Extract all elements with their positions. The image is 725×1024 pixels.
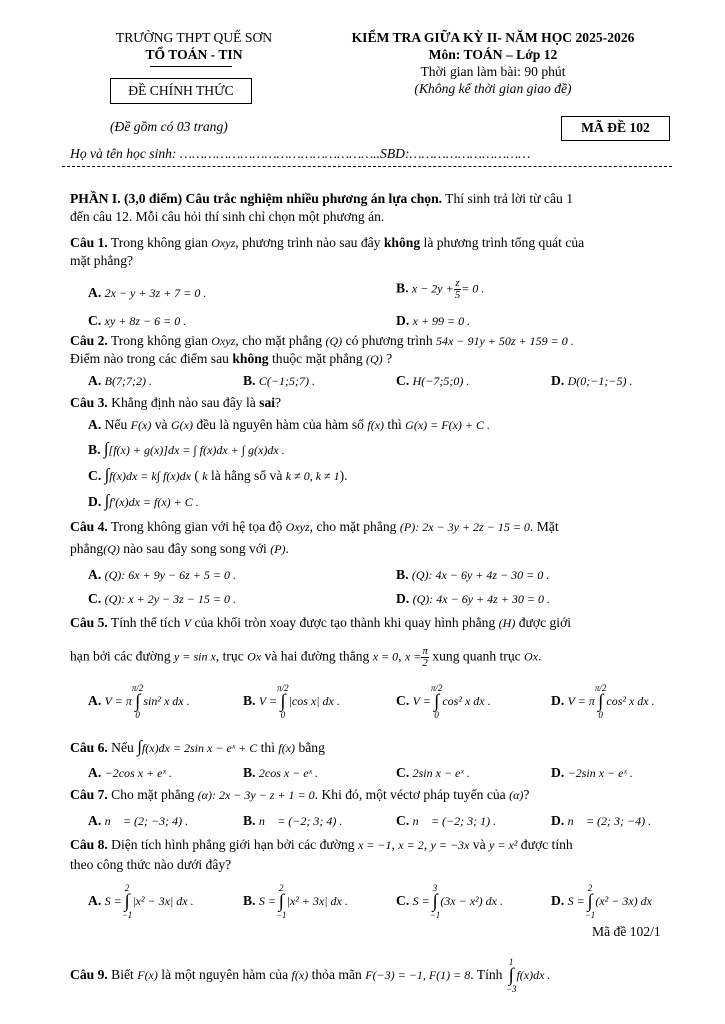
q5-option-b[interactable]: B. V = π/2 ∫ 0 |cos x| dx .	[243, 683, 340, 720]
q3-option-b[interactable]: B. ∫[f(x) + g(x)]dx = ∫ f(x)dx + ∫ g(x)dx .	[88, 439, 285, 458]
q8-option-a[interactable]: A. S = 2 ∫ −1 |x² − 3x| dx .	[88, 883, 194, 920]
q2-option-a[interactable]: A. B(7;7;2) .	[88, 373, 152, 388]
q1-option-c[interactable]: C. xy + 8z − 6 = 0 .	[88, 313, 187, 328]
question-6: Câu 6. Nếu ∫f(x)dx = 2sin x − eˣ + C thì f(x) bằng	[70, 737, 325, 756]
question-8: Câu 8. Diện tích hình phẳng giới hạn bởi các đường x = −1, x = 2, y = −3x và y = x² được tính	[70, 837, 573, 852]
q7-option-a[interactable]: A. n⃗ = (2; −3; 4) .	[88, 813, 189, 828]
q5-option-c[interactable]: C. V = π/2 ∫ 0 cos² x dx .	[396, 683, 491, 720]
page-code: Mã đề 102/1	[592, 924, 661, 939]
q3-option-c[interactable]: C. ∫f(x)dx = k∫ f(x)dx ( k là hằng số và k ≠ 0, k ≠ 1).	[88, 465, 348, 484]
question-4: Câu 4. Trong không gian với hệ tọa độ Oxyz, cho mặt phẳng (P): 2x − 3y + 2z − 15 = 0. Mặt	[70, 519, 559, 534]
department-name: TỔ TOÁN - TIN	[145, 47, 243, 62]
q5-option-a[interactable]: A. V = π π/2 ∫ 0 sin² x dx .	[88, 683, 190, 720]
q7-option-c[interactable]: C. n⃗ = (−2; 3; 1) .	[396, 813, 497, 828]
question-2: Câu 2. Trong không gian Oxyz, cho mặt phẳng (Q) có phương trình 54x − 91y + 50z + 159 = 0 .	[70, 333, 574, 348]
question-8-line2: theo công thức nào dưới đây?	[70, 857, 232, 872]
q7-option-d[interactable]: D. n⃗ = (2; 3; −4) .	[551, 813, 652, 828]
q2-option-d[interactable]: D. D(0;−1;−5) .	[551, 373, 633, 388]
part1-heading-line2: đến câu 12. Mỗi câu hỏi thí sinh chỉ chọn một phương án.	[70, 209, 385, 224]
exam-time: Thời gian làm bài: 90 phút	[420, 64, 566, 79]
student-info-line: Họ và tên học sinh: …………………………………………..SBD:…………………………	[70, 146, 531, 161]
exam-code: MÃ ĐỀ 102	[581, 120, 650, 135]
dashed-divider	[62, 166, 672, 167]
q1-option-d[interactable]: D. x + 99 = 0 .	[396, 313, 471, 328]
question-7: Câu 7. Cho mặt phẳng (α): 2x − 3y − z + 1 = 0. Khi đó, một véctơ pháp tuyến của (α)?	[70, 787, 530, 802]
q6-option-d[interactable]: D. −2sin x − eˣ .	[551, 765, 633, 780]
q2-option-c[interactable]: C. H(−7;5;0) .	[396, 373, 470, 388]
q3-option-a[interactable]: A. Nếu F(x) và G(x) đều là nguyên hàm của hàm số f(x) thì G(x) = F(x) + C .	[88, 417, 491, 432]
q8-option-b[interactable]: B. S = 2 ∫ −1 |x² + 3x| dx .	[243, 883, 348, 920]
exam-subject: Môn: TOÁN – Lớp 12	[428, 47, 558, 62]
q5-option-d[interactable]: D. V = π π/2 ∫ 0 cos² x dx .	[551, 683, 655, 720]
school-name: TRƯỜNG THPT QUẾ SƠN	[115, 30, 273, 45]
exam-title: KIỂM TRA GIỮA KỲ II- NĂM HỌC 2025-2026	[351, 30, 635, 45]
q2-option-b[interactable]: B. C(−1;5;7) .	[243, 373, 315, 388]
pages-note: (Đề gồm có 03 trang)	[110, 119, 228, 134]
question-1-line2: mặt phẳng?	[70, 253, 134, 268]
q4-option-a[interactable]: A. (Q): 6x + 9y − 6z + 5 = 0 .	[88, 567, 236, 582]
q6-option-c[interactable]: C. 2sin x − eˣ .	[396, 765, 470, 780]
q7-option-b[interactable]: B. n⃗ = (−2; 3; 4) .	[243, 813, 343, 828]
q6-option-b[interactable]: B. 2cos x − eˣ .	[243, 765, 319, 780]
q4-option-d[interactable]: D. (Q): 4x − 6y + 4z + 30 = 0 .	[396, 591, 550, 606]
q3-option-d[interactable]: D. ∫f′(x)dx = f(x) + C .	[88, 491, 199, 510]
q8-option-d[interactable]: D. S = 2 ∫ −1 (x² − 3x) dx	[551, 883, 652, 920]
question-9: Câu 9. Biết F(x) là một nguyên hàm của f(x) thỏa mãn F(−3) = −1, F(1) = 8. Tính 1 ∫ −3 f(x)dx .	[70, 957, 551, 994]
question-2-line2: Điểm nào trong các điểm sau không thuộc mặt phẳng (Q) ?	[70, 351, 393, 366]
question-5: Câu 5. Tính thể tích V của khối tròn xoay được tạo thành khi quay hình phẳng (H) được giới	[70, 615, 572, 630]
q1-option-a[interactable]: A. 2x − y + 3z + 7 = 0 .	[88, 285, 207, 300]
q8-option-c[interactable]: C. S = 3 ∫ −1 (3x − x²) dx .	[396, 883, 503, 920]
question-4-line2: phẳng(Q) nào sau đây song song với (P).	[70, 541, 289, 556]
official-label: ĐỀ CHÍNH THỨC	[128, 83, 234, 98]
q1-option-b[interactable]: B. x − 2y + $\frac{z}{5}$ = 0 .	[396, 277, 485, 301]
q4-option-c[interactable]: C. (Q): x + 2y − 3z − 15 = 0 .	[88, 591, 236, 606]
q6-option-a[interactable]: A. −2cos x + eˣ .	[88, 765, 172, 780]
q4-option-b[interactable]: B. (Q): 4x − 6y + 4z − 30 = 0 .	[396, 567, 550, 582]
exam-time-note: (Không kể thời gian giao đề)	[414, 81, 572, 96]
header-underline	[150, 66, 232, 67]
question-3: Câu 3. Khẳng định nào sau đây là sai?	[70, 395, 282, 410]
part1-heading: PHẦN I. (3,0 điểm) Câu trắc nghiệm nhiều phương án lựa chọn. Thí sinh trả lời từ câu 1	[70, 191, 573, 206]
question-1: Câu 1. Trong không gian Oxyz, phương trình nào sau đây không là phương trình tổng quát của	[70, 235, 585, 250]
question-5-line2: hạn bởi các đường y = sin x, trục Ox và hai đường thẳng x = 0, x = $\frac{\pi}{2}$ xung quanh trục Ox.	[70, 645, 542, 669]
